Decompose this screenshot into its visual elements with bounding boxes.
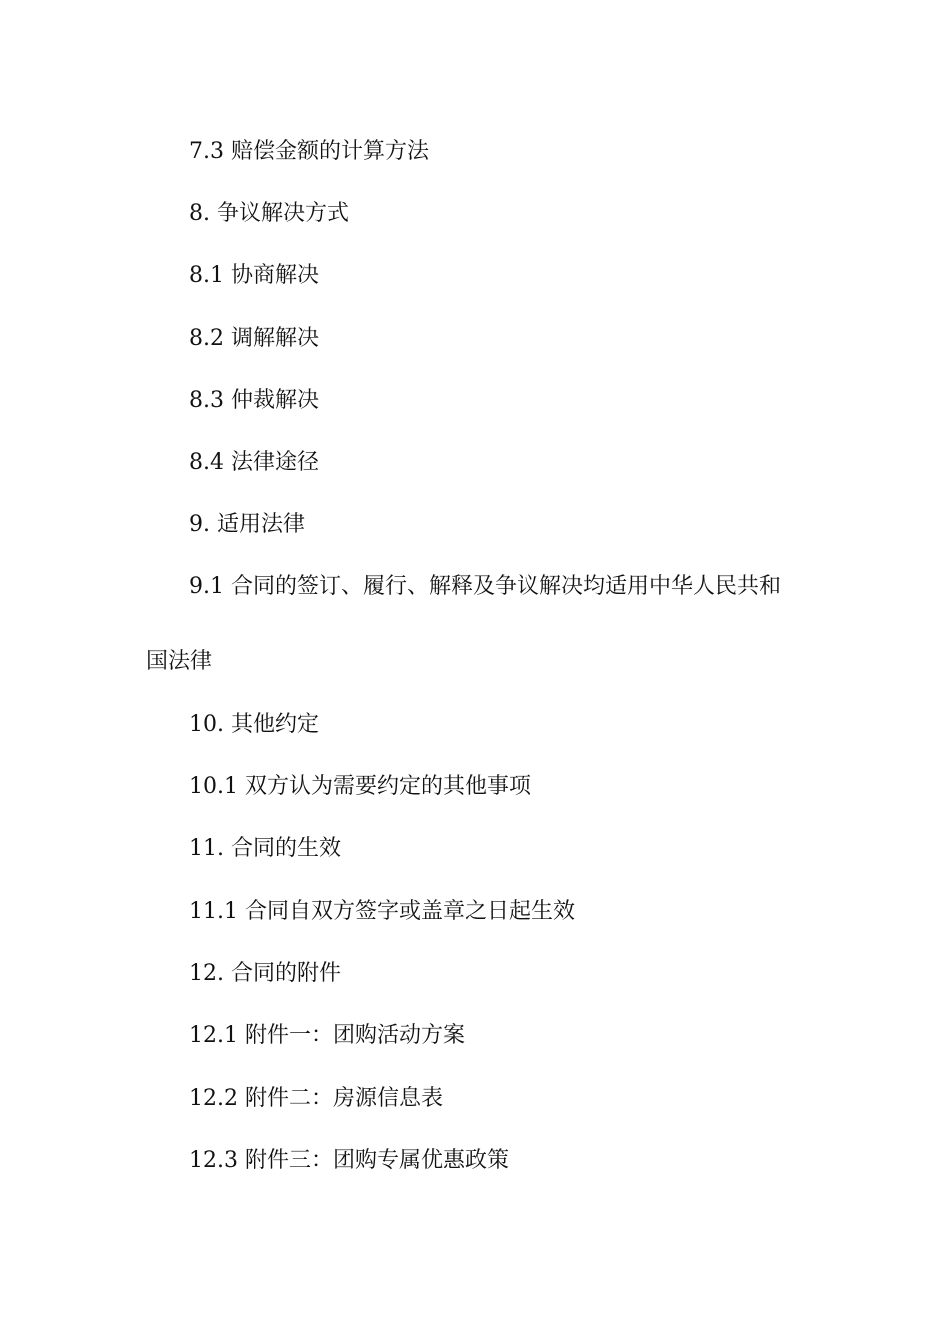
section-9-heading: 9. 适用法律 [189,512,305,537]
clause-7-3: 7.3 赔偿金额的计算方法 [189,139,429,164]
section-8-heading: 8. 争议解决方式 [189,201,349,226]
clause-12-2: 12.2 附件二：房源信息表 [189,1086,443,1111]
section-11-heading: 11. 合同的生效 [189,836,341,861]
clause-12-3: 12.3 附件三：团购专属优惠政策 [189,1148,509,1173]
clause-8-3: 8.3 仲裁解决 [189,388,319,413]
section-10-heading: 10. 其他约定 [189,712,319,737]
clause-9-1: 9.1 合同的签订、履行、解释及争议解决均适用中华人民共和 [189,574,781,599]
section-12-heading: 12. 合同的附件 [189,961,341,986]
clause-11-1: 11.1 合同自双方签字或盖章之日起生效 [189,899,575,924]
clause-8-1: 8.1 协商解决 [189,263,319,288]
clause-12-1: 12.1 附件一：团购活动方案 [189,1023,465,1048]
clause-9-1-continued: 国法律 [146,649,213,674]
clause-10-1: 10.1 双方认为需要约定的其他事项 [189,774,531,799]
clause-8-2: 8.2 调解解决 [189,326,319,351]
clause-8-4: 8.4 法律途径 [189,450,319,475]
